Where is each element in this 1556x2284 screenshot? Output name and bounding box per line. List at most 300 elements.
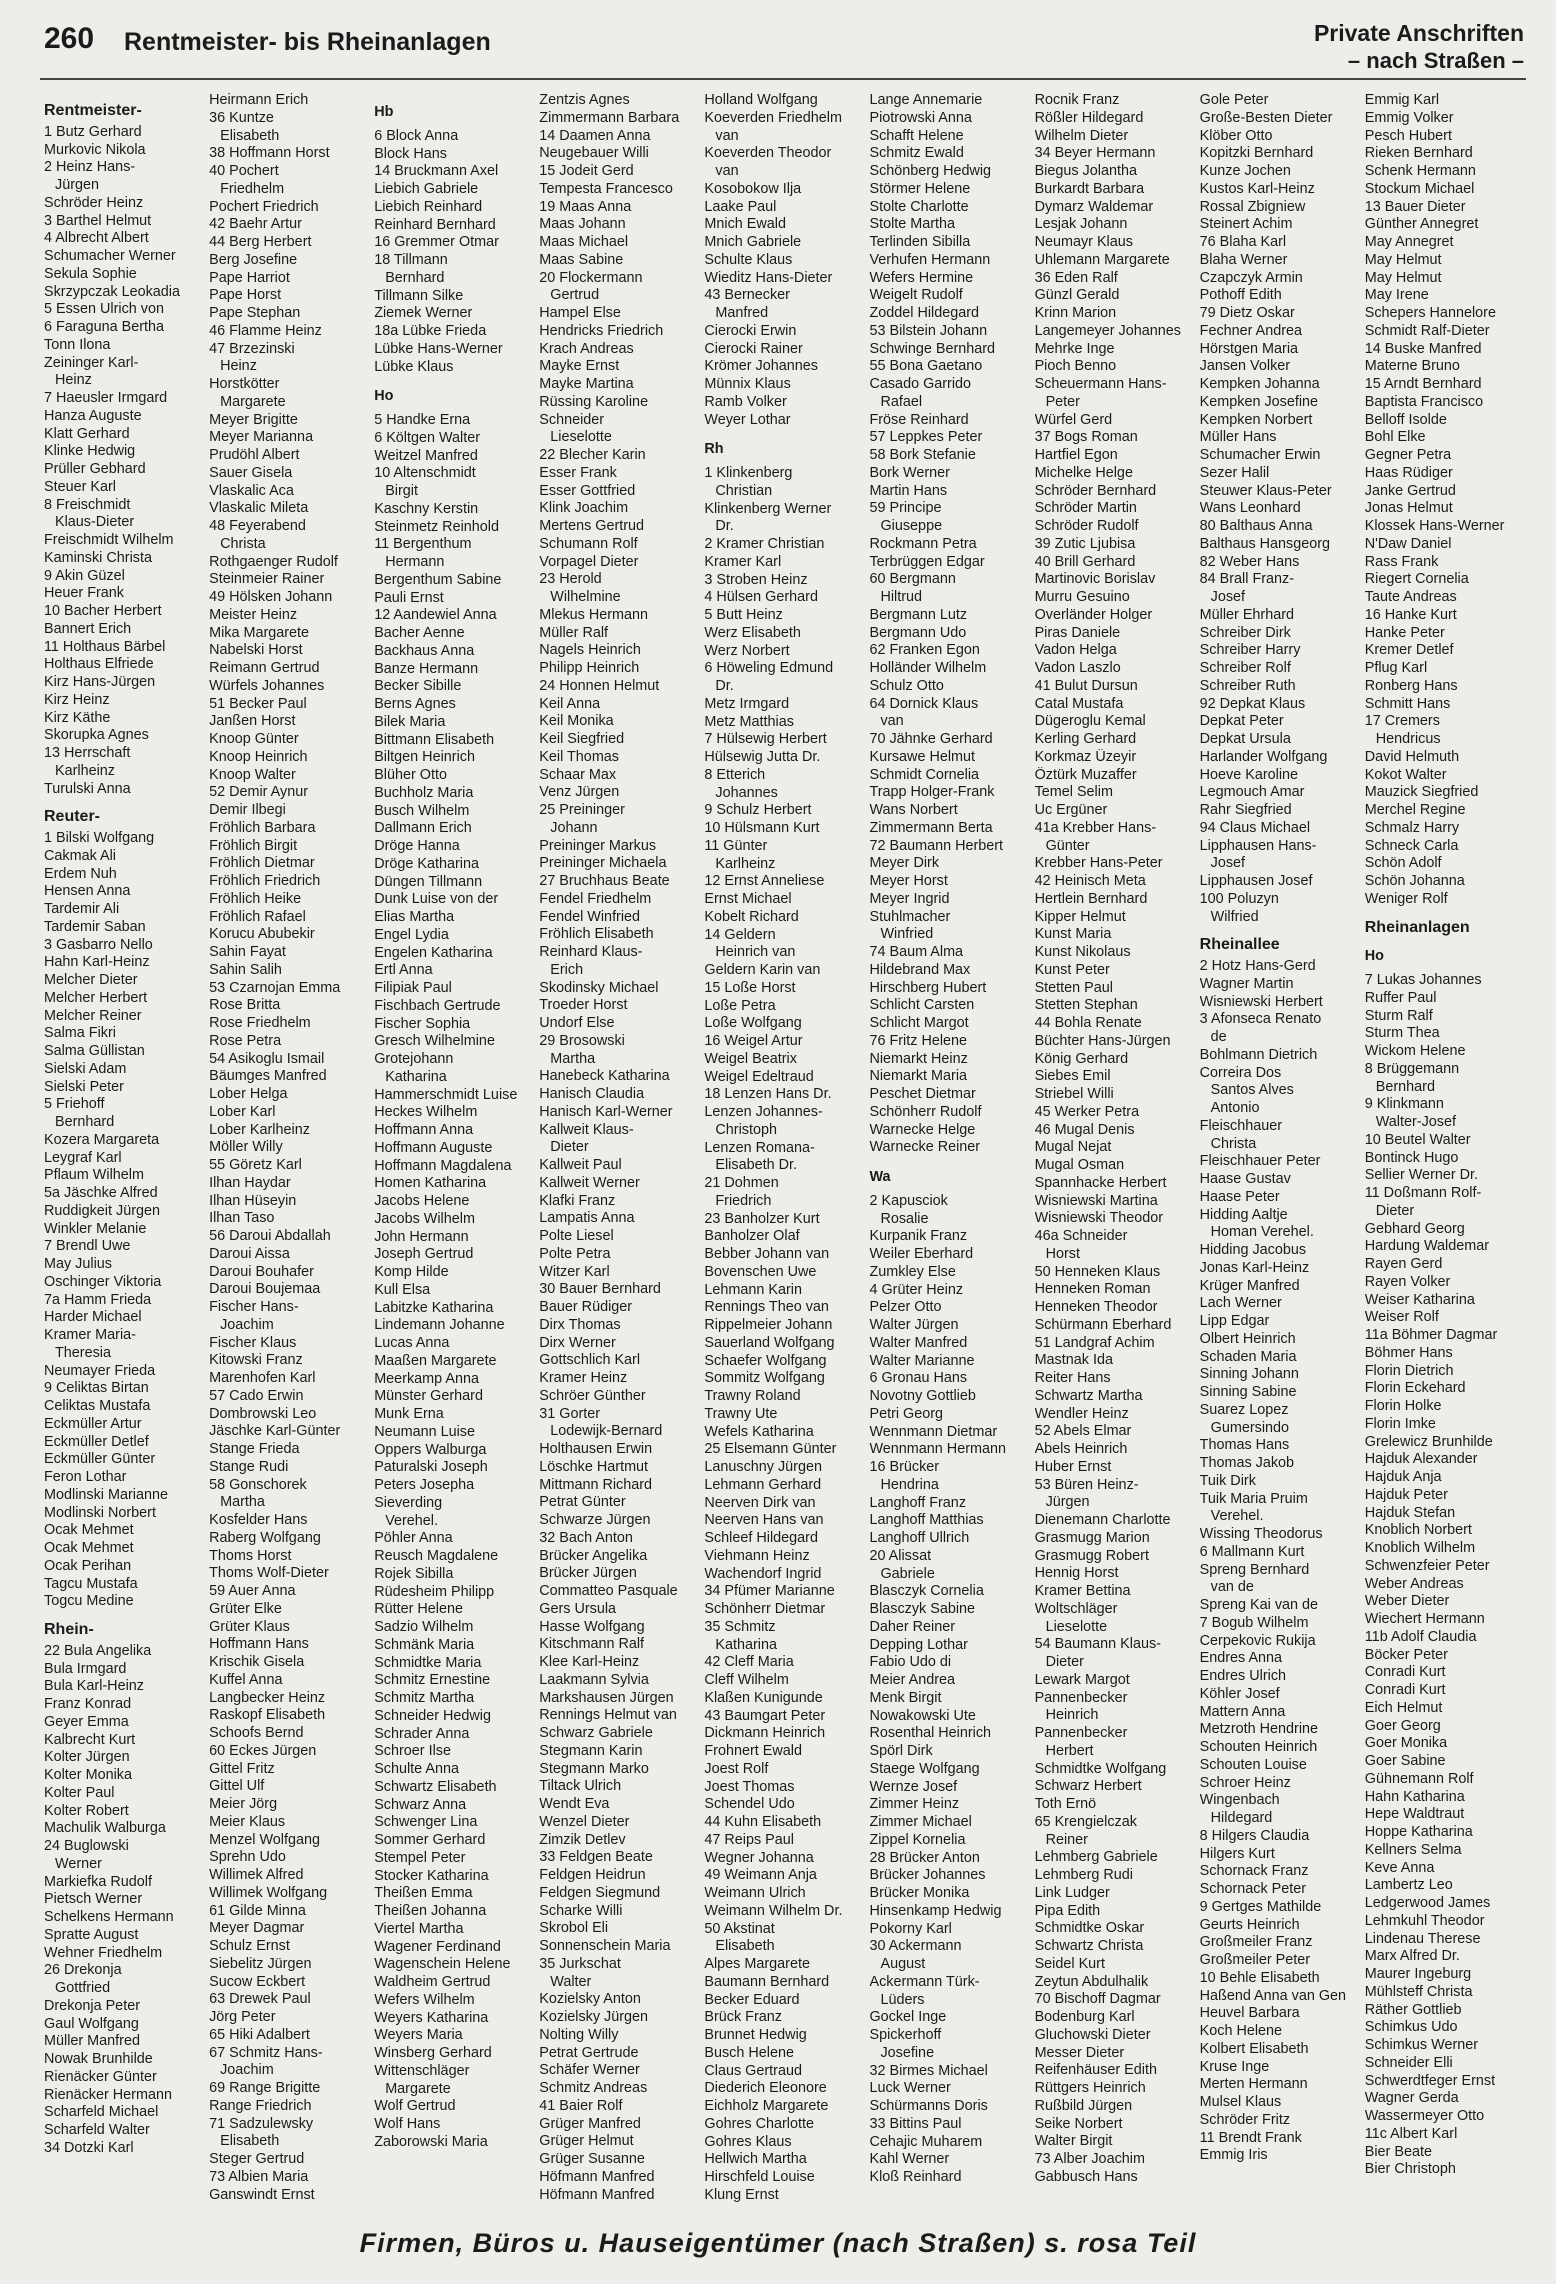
resident-entry: Hennig Horst (1034, 1565, 1119, 1582)
resident-entry: Piras Daniele (1034, 624, 1121, 641)
entry-continuation: Martha (550, 1050, 596, 1067)
resident-entry: Eckmüller Detlef (44, 1433, 149, 1450)
resident-entry: Fischbach Gertrude (374, 997, 501, 1014)
resident-entry: Janke Gertrud (1364, 482, 1456, 499)
resident-entry: Schneider Elli (1364, 2054, 1453, 2071)
resident-entry: Vorpagel Dieter (539, 553, 639, 570)
resident-entry: Mertens Gertrud (539, 518, 645, 534)
resident-entry: Schneider (539, 411, 605, 428)
resident-entry: Meyer Horst (869, 873, 948, 889)
resident-entry: Daher Reiner (869, 1618, 956, 1635)
resident-entry: Maas Johann (539, 216, 626, 233)
resident-entry: 10 Bacher Herbert (44, 603, 162, 619)
resident-entry: Schürmanns Doris (869, 2098, 988, 2114)
resident-entry: Backhaus Anna (374, 642, 475, 659)
resident-entry: Hepe Waldtraut (1364, 1806, 1465, 1823)
resident-entry: Nowakowski Ute (869, 1707, 976, 1724)
resident-entry: Viertel Martha (374, 1920, 464, 1937)
resident-entry: 46a Schneider (1034, 1228, 1128, 1244)
resident-entry: Reusch Magdalene (374, 1548, 499, 1564)
resident-entry: 53 Czarnojan Emma (209, 979, 341, 996)
resident-entry: Lehmann Karin (704, 1281, 802, 1298)
resident-entry: Lober Helga (209, 1086, 288, 1102)
resident-entry: Lewark Margot (1034, 1671, 1130, 1688)
resident-entry: Metzroth Hendrine (1199, 1721, 1319, 1738)
resident-entry: 65 Hiki Adalbert (209, 2026, 310, 2043)
resident-entry: 100 Poluzyn (1199, 890, 1279, 907)
entry-continuation: Katharina (715, 1636, 777, 1653)
resident-entry: Staege Wolfgang (869, 1760, 980, 1777)
resident-entry: Schröder Rudolf (1034, 518, 1139, 534)
resident-entry: Leygraf Karl (44, 1149, 122, 1166)
entry-continuation: Joachim (220, 2062, 274, 2079)
resident-entry: Bovenschen Uwe (704, 1263, 817, 1280)
resident-entry: Fröhlich Heike (209, 890, 302, 907)
resident-entry: Sielski Adam (44, 1060, 127, 1077)
resident-entry: 39 Zutic Ljubisa (1034, 535, 1136, 552)
resident-entry: Bontinck Hugo (1364, 1149, 1459, 1166)
resident-entry: Nowak Brunhilde (44, 2051, 153, 2067)
resident-entry: Lübke Klaus (374, 358, 454, 375)
resident-entry: Goer Monika (1364, 1735, 1448, 1752)
resident-entry: Sucow Eckbert (209, 1973, 306, 1990)
resident-entry: Werz Elisabeth (704, 624, 801, 641)
resident-entry: Ilhan Taso (209, 1210, 275, 1227)
resident-entry: 2 Hotz Hans-Gerd (1199, 958, 1316, 974)
resident-entry: 94 Claus Michael (1199, 819, 1311, 836)
resident-entry: Kaschny Kerstin (374, 500, 479, 517)
resident-entry: Tempesta Francesco (539, 180, 673, 197)
resident-entry: 7a Hamm Frieda (44, 1291, 152, 1308)
resident-entry: Hanebeck Katharina (539, 1068, 670, 1085)
entry-continuation: Herbert (1045, 1742, 1094, 1759)
resident-entry: Wendt Eva (539, 1796, 610, 1812)
resident-entry: Pape Horst (209, 287, 282, 304)
resident-entry: 18a Lübke Frieda (374, 323, 487, 339)
resident-entry: Diederich Eleonore (704, 2080, 827, 2097)
resident-entry: Henneken Roman (1034, 1281, 1151, 1298)
resident-entry: Vlaskalic Mileta (209, 500, 309, 517)
resident-entry: 57 Cado Erwin (209, 1387, 304, 1404)
resident-entry: Schmidt Cornelia (869, 766, 980, 783)
resident-entry: Wieditz Hans-Dieter (704, 269, 833, 286)
resident-entry: Steuer Karl (44, 478, 116, 495)
resident-entry: Köhler Josef (1199, 1685, 1280, 1702)
resident-entry: Tardemir Ali (44, 901, 120, 917)
resident-entry: Drekonja Peter (44, 1997, 140, 2014)
resident-entry: Mugal Osman (1034, 1157, 1125, 1173)
entry-continuation: Manfred (715, 305, 769, 321)
resident-entry: Terlinden Sibilla (869, 234, 971, 250)
entry-continuation: van (715, 127, 739, 144)
resident-entry: Rayen Volker (1364, 1273, 1451, 1290)
entry-continuation: Wilfried (1210, 908, 1259, 925)
resident-entry: Heirmann Erich (209, 92, 309, 108)
resident-entry: 14 Geldern (704, 926, 776, 943)
resident-entry: Langbecker Heinz (209, 1689, 326, 1706)
resident-entry: Fröhlich Dietmar (209, 855, 315, 872)
resident-entry: Engelen Katharina (374, 944, 493, 961)
resident-entry: Gittel Ulf (209, 1778, 265, 1795)
resident-entry: Rieken Bernhard (1364, 145, 1473, 162)
resident-entry: 79 Dietz Oskar (1199, 305, 1295, 321)
resident-entry: Große-Besten Dieter (1199, 109, 1333, 126)
resident-entry: Martin Hans (869, 482, 948, 499)
resident-entry: Kloß Reinhard (869, 2169, 962, 2185)
resident-entry: Sturm Thea (1364, 1025, 1440, 1042)
resident-entry: 9 Schulz Herbert (704, 802, 812, 819)
resident-entry: Schwarz Anna (374, 1796, 467, 1813)
resident-entry: Jacobs Helene (374, 1193, 470, 1209)
resident-entry: 11a Böhmer Dagmar (1364, 1327, 1498, 1343)
resident-entry: Endres Ulrich (1199, 1668, 1287, 1684)
resident-entry: Schreiber Harry (1199, 642, 1301, 659)
resident-entry: Murkovic Nikola (44, 141, 146, 158)
resident-entry: Maas Sabine (539, 251, 624, 268)
resident-entry: Fischer Sophia (374, 1015, 471, 1032)
resident-entry: Reinhard Bernhard (374, 216, 496, 233)
resident-entry: Filipiak Paul (374, 980, 452, 996)
resident-entry: Tagcu Mustafa (44, 1575, 138, 1592)
resident-entry: Keil Siegfried (539, 731, 625, 747)
resident-entry: 69 Range Brigitte (209, 2080, 321, 2096)
resident-entry: Rippelmeier Johann (704, 1317, 833, 1333)
resident-entry: Weigel Beatrix (704, 1050, 797, 1067)
resident-entry: 3 Afonseca Renato (1199, 1011, 1322, 1028)
resident-entry: Pelzer Otto (869, 1299, 942, 1316)
resident-entry: Gers Ursula (539, 1600, 617, 1617)
resident-entry: 7 Lukas Johannes (1364, 972, 1482, 988)
resident-entry: Wernze Josef (869, 1778, 958, 1795)
resident-entry: Stockum Michael (1364, 180, 1475, 197)
resident-entry: Verhufen Hermann (869, 251, 991, 268)
resident-entry: 46 Flamme Heinz (209, 322, 322, 339)
resident-entry: Conradi Kurt (1364, 1664, 1446, 1681)
resident-entry: Fröhlich Rafael (209, 908, 306, 925)
resident-entry: 44 Kuhn Elisabeth (704, 1814, 822, 1830)
resident-entry: Hensen Anna (44, 883, 131, 900)
resident-entry: 80 Balthaus Anna (1199, 518, 1313, 534)
entry-continuation: Martha (220, 1494, 265, 1511)
resident-entry: 1 Butz Gerhard (44, 123, 142, 140)
resident-entry: Schreiber Ruth (1199, 677, 1296, 694)
resident-entry: Müller Hans (1199, 429, 1277, 446)
directory-column (539, 92, 704, 2222)
resident-entry: Würfels Johannes (209, 677, 325, 694)
entry-continuation: Santos Alves (1210, 1082, 1294, 1099)
resident-entry: Meyer Brigitte (209, 411, 298, 428)
resident-entry: Langhoff Matthias (869, 1512, 984, 1529)
entry-continuation: Dieter (550, 1139, 589, 1156)
resident-entry: Lach Werner (1199, 1295, 1282, 1312)
resident-entry: Pietsch Werner (44, 1891, 143, 1908)
resident-entry: Schaefer Wolfgang (704, 1352, 827, 1369)
entry-continuation: Hendrina (880, 1476, 939, 1493)
resident-entry: Ertl Anna (374, 962, 433, 979)
entry-continuation: Hendricus (1375, 731, 1441, 747)
resident-entry: Hoppe Katharina (1364, 1824, 1473, 1840)
resident-entry: Wittenschläger (374, 2062, 470, 2079)
resident-entry: Janßen Horst (209, 713, 296, 730)
entry-continuation: Erich (550, 961, 584, 978)
resident-entry: Haßend Anna van Gen (1199, 1987, 1347, 2004)
resident-entry: Mühlsteff Christa (1364, 1983, 1473, 2000)
resident-entry: Hampel Else (539, 305, 621, 321)
resident-entry: 70 Jähnke Gerhard (869, 731, 993, 747)
resident-entry: Zumkley Else (869, 1263, 956, 1280)
resident-entry: Markiefka Rudolf (44, 1873, 152, 1890)
resident-entry: Nabelski Horst (209, 642, 303, 659)
resident-entry: Erdem Nuh (44, 865, 117, 882)
resident-entry: Cakmak Ali (44, 847, 116, 864)
resident-entry: Woltschläger (1034, 1600, 1118, 1617)
resident-entry: Daroui Boujemaa (209, 1281, 321, 1298)
resident-entry: 53 Bilstein Johann (869, 322, 988, 339)
resident-entry: Schaden Maria (1199, 1348, 1297, 1365)
resident-entry: Hanza Auguste (44, 407, 142, 424)
resident-entry: Materne Bruno (1364, 358, 1460, 375)
resident-entry: Reifenhäuser Edith (1034, 2062, 1157, 2079)
resident-entry: Hanke Peter (1364, 624, 1445, 641)
resident-entry: Schafft Helene (869, 127, 964, 144)
resident-entry: Blaha Werner (1199, 251, 1288, 268)
resident-entry: Kunst Peter (1034, 961, 1110, 978)
resident-entry: Bittmann Elisabeth (374, 731, 495, 748)
resident-entry: 61 Gilde Minna (209, 1902, 306, 1919)
resident-entry: Florin Holke (1364, 1398, 1442, 1414)
resident-entry: Krömer Johannes (704, 358, 818, 375)
resident-entry: Rienäcker Hermann (44, 2086, 172, 2103)
resident-entry: 8 Brüggemann (1364, 1060, 1460, 1077)
resident-entry: Michelke Helge (1034, 464, 1133, 481)
resident-entry: 11 Doßmann Rolf- (1364, 1185, 1482, 1201)
resident-entry: Reinhard Klaus- (539, 944, 643, 960)
resident-entry: Räther Gottlieb (1364, 2001, 1462, 2018)
entry-continuation: Bernhard (55, 1114, 115, 1130)
resident-entry: Meister Heinz (209, 606, 298, 623)
resident-entry: Mittmann Richard (539, 1476, 653, 1493)
resident-entry: Lambertz Leo (1364, 1877, 1453, 1894)
entry-continuation: Johannes (715, 784, 778, 801)
resident-entry: Neugebauer Willi (539, 145, 649, 162)
resident-entry: Hoffmann Hans (209, 1636, 309, 1653)
resident-entry: Thoms Wolf-Dieter (209, 1565, 329, 1582)
resident-entry: Goer Sabine (1364, 1753, 1446, 1769)
resident-entry: Mattern Anna (1199, 1703, 1286, 1720)
resident-entry: Rocnik Franz (1034, 92, 1120, 108)
resident-entry: 6 Költgen Walter (374, 429, 481, 446)
resident-entry: Gaul Wolfgang (44, 2015, 139, 2032)
resident-entry: Feldgen Heidrun (539, 1867, 646, 1883)
resident-entry: Stange Rudi (209, 1458, 289, 1475)
resident-entry: Homen Katharina (374, 1175, 487, 1192)
resident-entry: Schimkus Werner (1364, 2037, 1479, 2053)
resident-entry: Geurts Heinrich (1199, 1916, 1300, 1933)
resident-entry: Stolte Charlotte (869, 198, 969, 215)
resident-entry: Bohl Elke (1364, 429, 1426, 446)
resident-entry: Möller Willy (209, 1139, 283, 1156)
resident-entry: Maaßen Margarete (374, 1352, 497, 1369)
resident-entry: Steinmeier Rainer (209, 571, 325, 588)
resident-entry: Schumacher Werner (44, 248, 176, 264)
resident-entry: Hahn Katharina (1364, 1788, 1465, 1805)
resident-entry: Sezer Halil (1199, 464, 1270, 481)
resident-entry: Zimzik Detlev (539, 1831, 626, 1848)
resident-entry: Weiser Rolf (1364, 1309, 1439, 1326)
resident-entry: Kobelt Richard (704, 908, 799, 925)
resident-entry: Busch Wilhelm (374, 802, 470, 819)
resident-entry: Kirz Heinz (44, 691, 110, 708)
entry-continuation: Lieselotte (1045, 1618, 1108, 1635)
resident-entry: Fischer Klaus (209, 1334, 297, 1351)
resident-entry: Schmidtke Maria (374, 1654, 482, 1671)
resident-entry: Rahr Siegfried (1199, 802, 1292, 818)
resident-entry: 8 Freischmidt (44, 496, 131, 513)
resident-entry: Mnich Ewald (704, 216, 786, 233)
directory-column (704, 92, 869, 2222)
resident-entry: 34 Pfümer Marianne (704, 1583, 835, 1600)
resident-entry: Modlinski Norbert (44, 1504, 156, 1521)
resident-entry: Hidding Jacobus (1199, 1242, 1307, 1258)
entry-continuation: Verehel. (385, 1512, 438, 1529)
resident-entry: Hanisch Claudia (539, 1086, 645, 1102)
resident-entry: Fleischhauer Peter (1199, 1153, 1321, 1170)
resident-entry: Engel Lydia (374, 926, 449, 943)
resident-entry: Komp Hilde (374, 1264, 449, 1280)
resident-entry: 9 Akin Güzel (44, 567, 125, 584)
resident-entry: Brück Franz (704, 2009, 782, 2026)
resident-entry: Tillmann Silke (374, 287, 464, 304)
resident-entry: Cerpekovic Rukija (1199, 1632, 1316, 1649)
resident-entry: Rüdesheim Philipp (374, 1583, 495, 1600)
resident-entry: 67 Schmitz Hans- (209, 2044, 323, 2061)
resident-entry: 20 Flockermann (539, 269, 643, 286)
resident-entry: Wingenbach (1199, 1792, 1280, 1809)
resident-entry: Knoblich Wilhelm (1364, 1540, 1476, 1556)
resident-entry: 9 Celiktas Birtan (44, 1380, 149, 1397)
resident-entry: Kolter Paul (44, 1784, 115, 1801)
resident-entry: Tuik Maria Pruim (1199, 1490, 1308, 1507)
resident-entry: Weitzel Manfred (374, 447, 478, 464)
resident-entry: Horstkötter (209, 376, 280, 392)
resident-entry: Zaborowski Maria (374, 2133, 488, 2150)
resident-entry: Stolte Martha (869, 216, 956, 233)
resident-entry: Rass Frank (1364, 553, 1439, 570)
entry-continuation: Lodewijk-Bernard (550, 1423, 663, 1440)
entry-continuation: Margarete (220, 393, 286, 410)
resident-entry: 60 Bergmann (869, 571, 956, 588)
resident-entry: Weimann Ulrich (704, 1885, 806, 1901)
resident-entry: Hinsenkamp Hedwig (869, 1902, 1002, 1919)
resident-entry: Rüssing Karoline (539, 393, 649, 410)
resident-entry: Hartfiel Egon (1034, 447, 1118, 463)
entry-continuation: de (1210, 1029, 1227, 1045)
resident-entry: Striebel Willi (1034, 1086, 1114, 1102)
resident-entry: 7 Hülsewig Herbert (704, 731, 827, 748)
resident-entry: 38 Hoffmann Horst (209, 145, 330, 162)
resident-entry: Baptista Francisco (1364, 393, 1484, 410)
resident-entry: Wefels Katharina (704, 1423, 814, 1440)
resident-entry: Petrat Gertrude (539, 2044, 639, 2061)
resident-entry: Eichholz Margarete (704, 2098, 829, 2114)
resident-entry: Hammerschmidt Luise (374, 1086, 518, 1103)
entry-continuation: Heinrich van (715, 944, 796, 961)
resident-entry: Alpes Margarete (704, 1956, 810, 1972)
resident-entry: 16 Weigel Artur (704, 1033, 803, 1049)
resident-entry: Meyer Dirk (869, 855, 940, 872)
resident-entry: Troeder Horst (539, 997, 628, 1014)
resident-entry: Biltgen Heinrich (374, 749, 475, 766)
entry-continuation: Karlheinz (55, 762, 115, 779)
resident-entry: Schlicht Margot (869, 1015, 969, 1031)
resident-entry: Machulik Walburga (44, 1820, 166, 1837)
resident-entry: Lober Karl (209, 1103, 276, 1120)
resident-entry: Jonas Helmut (1364, 500, 1453, 517)
resident-entry: Sturm Ralf (1364, 1007, 1433, 1024)
resident-entry: Seike Norbert (1034, 2115, 1123, 2132)
resident-entry: 51 Landgraf Achim (1034, 1334, 1155, 1351)
resident-entry: 47 Brzezinski (209, 340, 295, 357)
resident-entry: Hajduk Stefan (1364, 1504, 1456, 1521)
resident-entry: Langemeyer Johannes (1034, 322, 1181, 339)
resident-entry: Fendel Winfried (539, 908, 641, 925)
resident-entry: Kitowski Franz (209, 1352, 303, 1369)
resident-entry: 71 Sadzulewsky (209, 2115, 314, 2132)
resident-entry: Schröder Martin (1034, 500, 1137, 517)
resident-entry: Schulte Klaus (704, 251, 793, 268)
resident-entry: Skodinsky Michael (539, 979, 659, 996)
entry-continuation: Dr. (715, 518, 734, 535)
resident-entry: 5 Butt Heinz (704, 607, 783, 623)
resident-entry: Schumacher Erwin (1199, 447, 1321, 463)
resident-entry: Klatt Gerhard (44, 425, 130, 442)
resident-entry: Thomas Jakob (1199, 1455, 1295, 1471)
resident-entry: Stetten Stephan (1034, 997, 1138, 1014)
resident-entry: Dickmann Heinrich (704, 1725, 826, 1742)
resident-entry: Melcher Herbert (44, 989, 148, 1006)
resident-entry: Mulsel Klaus (1199, 2094, 1282, 2110)
resident-entry: Piotrowski Anna (869, 109, 972, 126)
resident-entry: Weyer Lothar (704, 411, 791, 428)
resident-entry: Dröge Hanna (374, 838, 460, 854)
resident-entry: Gittel Fritz (209, 1760, 275, 1777)
resident-entry: Schmitz Andreas (539, 2080, 648, 2096)
resident-entry: Salma Fikri (44, 1025, 116, 1042)
resident-entry: Scharke Willi (539, 1902, 623, 1919)
resident-entry: Maas Michael (539, 234, 629, 250)
resident-entry: Lipp Edgar (1199, 1313, 1270, 1329)
resident-entry: Sielski Peter (44, 1078, 124, 1095)
resident-entry: 5 Friehoff (44, 1096, 105, 1113)
resident-entry: 25 Preininger (539, 802, 625, 818)
resident-entry: Merchel Regine (1364, 802, 1466, 818)
resident-entry: Eckmüller Günter (44, 1451, 156, 1468)
resident-entry: Pflug Karl (1364, 660, 1428, 676)
entry-continuation: Christa (1210, 1135, 1257, 1152)
resident-entry: Walter Birgit (1034, 2133, 1113, 2150)
resident-entry: Steger Gertrud (209, 2151, 305, 2167)
resident-entry: Rothgaenger Rudolf (209, 553, 338, 570)
resident-entry: Preininger Michaela (539, 855, 667, 872)
directory-column (44, 92, 209, 2222)
resident-entry: Dügeroglu Kemal (1034, 713, 1146, 730)
resident-entry: 23 Banholzer Kurt (704, 1210, 820, 1227)
resident-entry: Kirz Käthe (44, 709, 111, 726)
resident-entry: Schwinge Bernhard (869, 340, 996, 357)
resident-entry: Schleef Hildegard (704, 1530, 818, 1546)
resident-entry: Wagner Martin (1199, 975, 1294, 992)
resident-entry: Daroui Bouhafer (209, 1263, 314, 1280)
